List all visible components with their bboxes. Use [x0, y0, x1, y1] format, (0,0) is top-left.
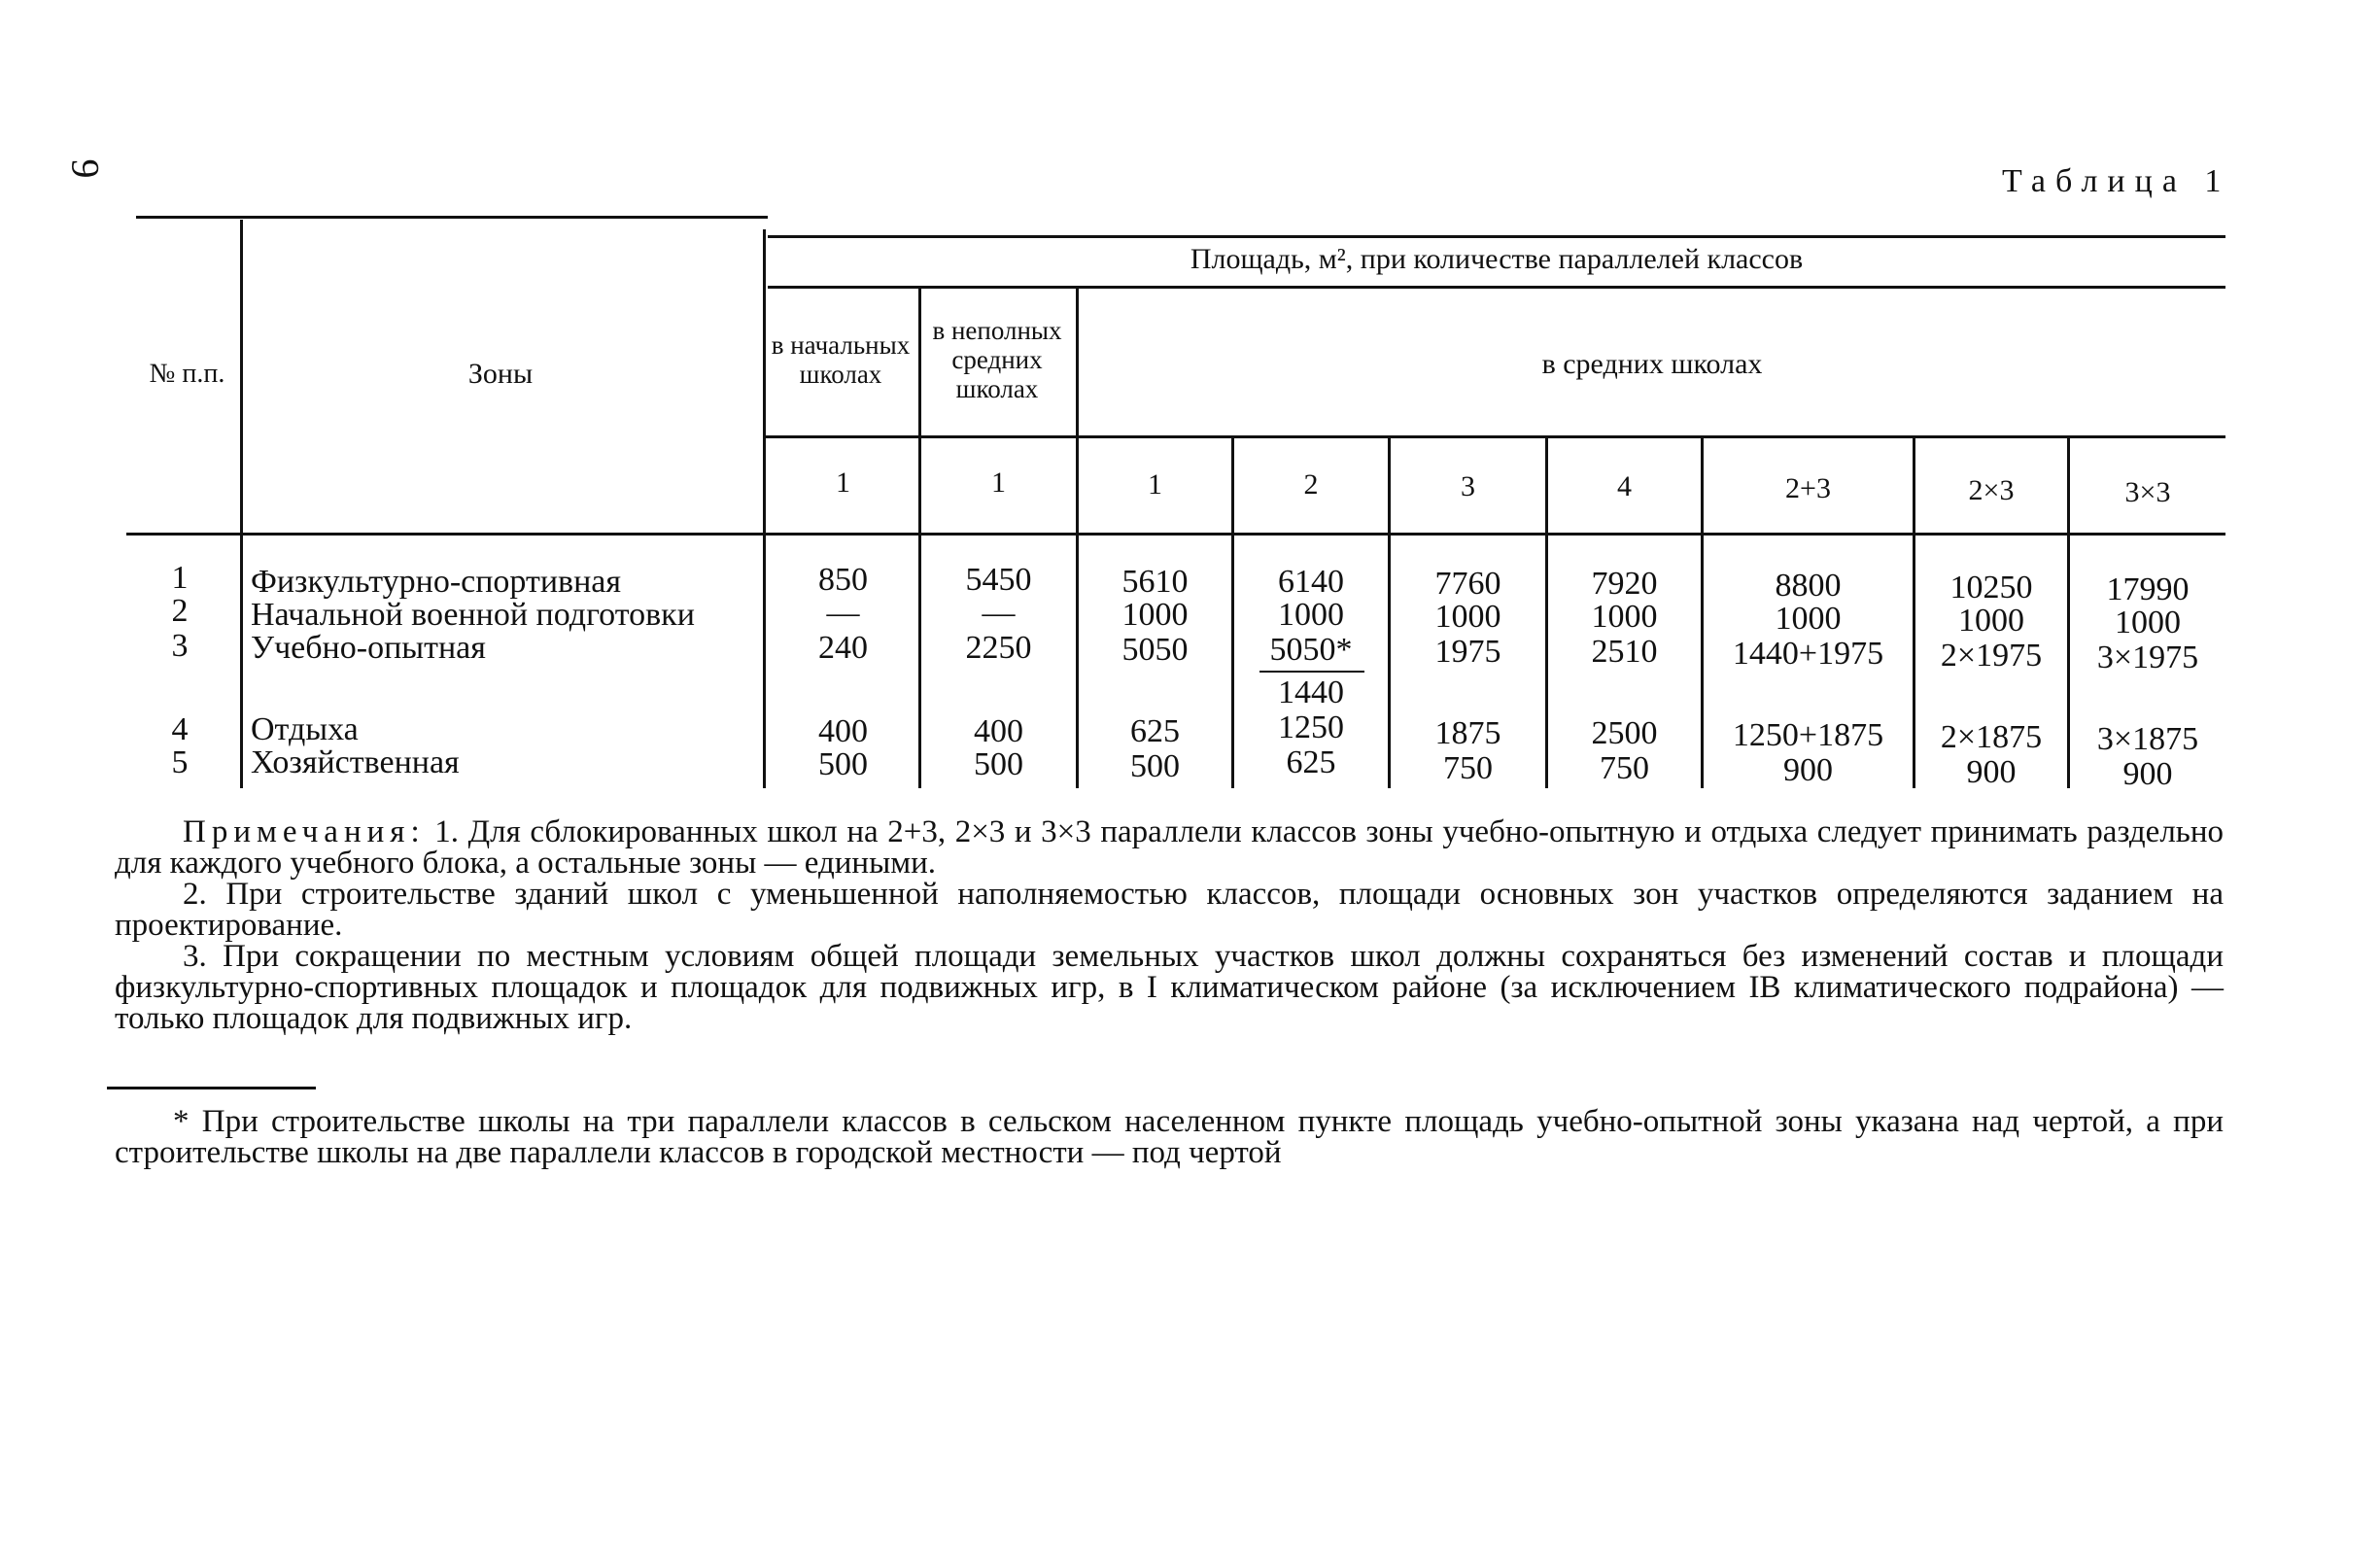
header-zone: Зоны	[467, 358, 534, 390]
cell: 5450	[965, 562, 1032, 598]
table-caption: Таблица 1	[2002, 163, 2231, 199]
cell: 1000	[2115, 605, 2181, 640]
cell: 1000	[1591, 599, 1658, 635]
sub-col-label: 4	[1617, 470, 1632, 502]
header-secondary: в средних школах	[1541, 348, 1763, 380]
note-2: 2. При строительстве зданий школ с уменьшенной наполняемостью классов, площади основных зон участков определяются заданием на проектирование.	[115, 877, 2224, 943]
cell: 500	[974, 746, 1023, 782]
cell: 400	[974, 713, 1023, 749]
sub-col-label: 2×3	[1968, 474, 2015, 506]
cell: 900	[2122, 756, 2173, 792]
footnote-rule	[107, 1087, 316, 1089]
note-3: 3. При сокращении по местным условиям общей площади земельных участков школ должны сохраняться без изменений состав и площади физкультурно-спортивных площадок и площадок для подвижных игр, в I климатическом районе (за исключением IB климатического подрайона) — только площадок для подвижных игр.	[115, 939, 2224, 1036]
cell: 625	[1130, 713, 1180, 749]
cell: 500	[818, 746, 868, 782]
cell: 1440+1975	[1732, 636, 1884, 672]
sub-col-label: 2+3	[1785, 472, 1831, 504]
notes-block	[115, 816, 2224, 1034]
cell: 2500	[1591, 715, 1658, 751]
header-incomplete: в неполных средних школах	[932, 316, 1062, 403]
cell: 625	[1286, 744, 1336, 780]
cell: 1000	[1278, 597, 1344, 633]
cell: 8800	[1775, 568, 1842, 604]
row-number: 1	[171, 560, 189, 596]
cell: 5610	[1121, 564, 1189, 600]
sub-col-label: 1	[991, 467, 1006, 499]
fraction-rule	[1259, 671, 1364, 673]
sub-col-label: 2	[1303, 468, 1319, 501]
header-num: № п.п.	[149, 359, 225, 389]
cell: 850	[818, 562, 868, 598]
zone-name: Отдыха	[251, 711, 359, 747]
notes-label: Примечания:	[183, 814, 426, 849]
cell: 7760	[1434, 566, 1501, 602]
cell: 750	[1443, 750, 1493, 786]
note-1: 1. Для сблокированных школ на 2+3, 2×3 и 3×3 параллели классов зоны учебно-опытную и отдыха следует принимать раздельно для каждого учебного блока, а остальные зоны — едиными.	[115, 814, 2224, 881]
header-bottom-rule	[126, 533, 2225, 536]
cell: 1975	[1434, 634, 1501, 670]
cell-above-line: 5050*	[1269, 632, 1353, 668]
table-top-rule	[136, 216, 768, 219]
area-top-rule	[768, 235, 2225, 238]
header-primary: в начальных школах	[771, 330, 911, 389]
cell: 1000	[1434, 599, 1501, 635]
cell: 1000	[1958, 603, 2024, 639]
cell: 3×1975	[2096, 640, 2199, 675]
header-area-title: Площадь, м², при количестве параллелей классов	[1190, 243, 1804, 275]
cell: —	[982, 595, 1016, 631]
cell: 1875	[1434, 715, 1501, 751]
cell: 1250+1875	[1732, 717, 1884, 753]
cell-below-line: 1440	[1278, 674, 1344, 710]
cell: 900	[1966, 754, 2017, 790]
sub-col-label: 3	[1461, 470, 1475, 502]
col-sep	[763, 229, 766, 788]
page-number: 9	[63, 158, 108, 179]
footnote-block	[115, 1106, 2224, 1168]
cell: 3×1875	[2096, 721, 2199, 757]
cell: 900	[1783, 752, 1833, 788]
cell: 7920	[1591, 566, 1658, 602]
cell: 1000	[1121, 597, 1189, 633]
sub-col-label: 1	[1148, 468, 1162, 501]
cell: 2250	[965, 630, 1032, 666]
cell: 240	[818, 630, 868, 666]
sub-col-label: 1	[836, 467, 850, 499]
zone-name: Учебно-опытная	[251, 630, 486, 666]
row-number: 2	[171, 593, 189, 629]
cell: 400	[818, 713, 868, 749]
row-number: 3	[171, 628, 189, 664]
cell: 2510	[1591, 634, 1658, 670]
cell: 10250	[1949, 570, 2033, 605]
cell: 2×1975	[1940, 638, 2043, 674]
row-number: 5	[171, 744, 189, 780]
col-sep	[240, 220, 243, 788]
cell: 17990	[2106, 571, 2190, 607]
sub-col-label: 3×3	[2124, 476, 2171, 508]
cell: —	[826, 595, 860, 631]
footnote-text: * При строительстве школы на три параллели классов в сельском населенном пункте площадь учебно-опытной зоны указана над чертой, а при строительстве школы на две параллели классов в городской местности — под чертой	[115, 1104, 2224, 1170]
group-sub-rule	[763, 435, 2225, 438]
cell: 500	[1130, 748, 1180, 784]
cell: 1000	[1775, 601, 1842, 637]
cell: 1250	[1278, 709, 1344, 745]
row-number: 4	[171, 711, 189, 747]
cell: 2×1875	[1940, 719, 2043, 755]
zone-name: Начальной военной подготовки	[251, 597, 695, 633]
area-sub-rule	[768, 286, 2225, 289]
cell: 750	[1600, 750, 1649, 786]
col-sep	[918, 286, 921, 788]
zone-name: Хозяйственная	[251, 744, 460, 780]
cell: 5050	[1121, 632, 1189, 668]
zone-name: Физкультурно-спортивная	[251, 564, 622, 600]
cell: 6140	[1278, 564, 1344, 600]
